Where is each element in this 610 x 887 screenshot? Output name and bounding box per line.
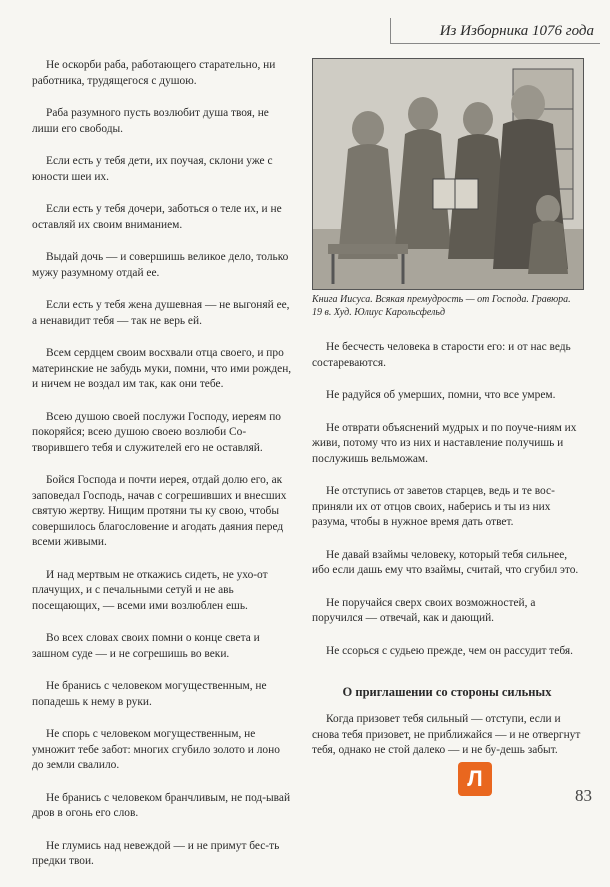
paragraph: Не бранись с человеком могущественным, не попадешь к нему в руки. xyxy=(32,680,267,708)
paragraph: Если есть у тебя жена душевная — не выгоняй ее, а ненавидит тебя — так не верь ей. xyxy=(32,299,290,327)
paragraph: Выдай дочь — и совершишь великое дело, только мужу разумному отдай ее. xyxy=(32,251,289,279)
section-body xyxy=(312,712,582,759)
right-column xyxy=(312,340,582,676)
running-header: Из Изборника 1076 года xyxy=(390,18,600,44)
paragraph: Не глумись над невеждой — и не примут бес-ть предки твои. xyxy=(32,839,280,867)
paragraph: Раба разумного пусть возлюбит душа твоя, не лиши его свободы. xyxy=(32,107,269,135)
paragraph: Не бесчесть человека в старости его: и от нас ведь состареваются. xyxy=(312,341,571,369)
engraving-illustration xyxy=(312,58,584,290)
paragraph: Не радуйся об умерших, помни, что все умрем. xyxy=(326,389,556,401)
paragraph: Не давай взаймы человеку, который тебя сильнее, ибо если дашь ему что взаймы, считай, что сгубил это. xyxy=(312,548,579,576)
paragraph: Всем сердцем своим восхвали отца своего, и про материнские не забудь муки, помни, что ими рожден, и ничем не воздал им так, как они тебе. xyxy=(32,347,292,390)
engraving-scene xyxy=(313,59,583,289)
paragraph: Не отступись от заветов старцев, ведь и те вос-приняли их от отцов своих, наберись и ты из них разума, чтобы в нужное время дать ответ. xyxy=(312,485,555,528)
paragraph: И над мертвым не откажись сидеть, не ухо-от плачущих, и с печальными сетуй и не авь посещающих, — всеми ими возлюблен ешь. xyxy=(32,568,268,612)
paragraph: Не спорь с человеком могущественным, не умножит тебе забот: многих сгубило золото и лоно до земли свалило. xyxy=(32,728,280,771)
paragraph: Не оскорби раба, работающего старательно, ни работника, трудящегося с душою. xyxy=(32,59,276,87)
paragraph: Не поручайся сверх своих возможностей, а поручился — отвечай, как и дающий. xyxy=(312,596,536,624)
paragraph: Не бранись с человеком бранчливым, не под-ывай дров в огонь его слов. xyxy=(32,791,291,819)
publisher-logo-icon: Л xyxy=(458,762,492,796)
paragraph: Всею душою своей послужи Господу, иереям по покоряйся; всею душою своею возлюби Со-творившего тебя и служителей его не оставляй. xyxy=(32,410,281,454)
paragraph: Не отврати объяснений мудрых и по поуче-ниям их живи, потому что из них и наставление получишь и послужишь вельможам. xyxy=(312,421,577,465)
left-column xyxy=(32,58,294,887)
section-heading: О приглашении со стороны сильных xyxy=(342,685,552,699)
paragraph: Если есть у тебя дети, их поучая, склони уже с юности шеи их. xyxy=(32,155,273,183)
paragraph: Бойся Господа и почти иерея, отдай долю его, ак заповедал Господь, начав с согрешивших и внесших святую жертву. Нищим протяни ты ку свою, чтобы совершилось благословение и агодать даяния перед всеми живыми. xyxy=(32,474,287,548)
illustration-caption: Книга Иисуса. Всякая премудрость — от Господа. Гравюра. 19 в. Худ. Юлиус Карольсфельд xyxy=(312,294,571,318)
paragraph: Во всех словах своих помни о конце света и зашном суде — и не согрешишь во веки. xyxy=(32,632,260,660)
paragraph: Не ссорься с судьею прежде, чем он рассудит тебя. xyxy=(326,644,573,657)
page-number: 83 xyxy=(575,786,592,805)
paragraph: Когда призовет тебя сильный — отступи, если и снова тебя призовет, не приближайся — и не отвергнут тебя, однако не стой далеко — и не бу-дешь забыт. xyxy=(312,713,581,756)
paragraph: Если есть у тебя дочери, заботься о теле их, и не оставляй их своим вниманием. xyxy=(32,203,282,231)
